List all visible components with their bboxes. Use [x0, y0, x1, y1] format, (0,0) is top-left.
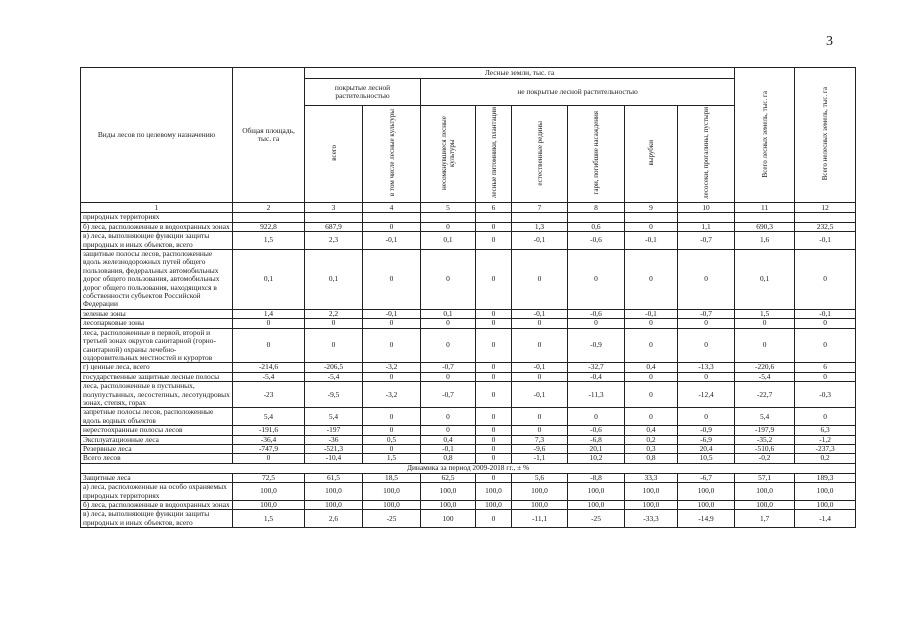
- table-cell: [678, 213, 735, 222]
- table-cell: 0: [512, 426, 568, 435]
- table-cell: -0,1: [795, 232, 856, 250]
- table-cell: 100,0: [363, 483, 421, 501]
- table-cell: -220,6: [735, 363, 795, 372]
- table-cell: -214,6: [233, 363, 305, 372]
- row-label: Резервные леса: [81, 444, 233, 453]
- header-burnt-dead: гари, погибшие насаждения: [568, 106, 625, 203]
- table-cell: 0,1: [421, 309, 476, 318]
- table-cell: 0: [476, 408, 512, 426]
- table-cell: 0: [476, 454, 512, 463]
- header-unclosed-cultures: несомкнувшиеся лесные культуры: [421, 106, 476, 203]
- table-cell: -521,3: [305, 444, 363, 453]
- column-number: 4: [363, 203, 421, 213]
- table-cell: 100,0: [305, 501, 363, 510]
- row-label: нерестоохранные полосы лесов: [81, 426, 233, 435]
- table-cell: 0: [476, 435, 512, 444]
- row-label: б) леса, расположенные в водоохранных зонах: [81, 222, 233, 231]
- table-cell: 100,0: [735, 483, 795, 501]
- table-cell: 0: [476, 232, 512, 250]
- table-cell: 0: [421, 408, 476, 426]
- row-label: Всего лесов: [81, 454, 233, 463]
- table-cell: 100,0: [421, 483, 476, 501]
- table-row: [81, 382, 856, 408]
- table-cell: -36,4: [233, 435, 305, 444]
- table-cell: 0: [476, 328, 512, 363]
- header-total-non-forest-lands: Всего нелесных земель, тыс. га: [795, 68, 856, 203]
- table-cell: 0: [512, 408, 568, 426]
- table-cell: -237,3: [795, 444, 856, 453]
- table-cell: 0: [233, 454, 305, 463]
- table-cell: -1,4: [795, 510, 856, 528]
- table-cell: 0: [568, 250, 625, 310]
- table-body-bottom: [81, 473, 856, 527]
- table-cell: -10,4: [305, 454, 363, 463]
- table-cell: [476, 213, 512, 222]
- table-cell: 922,8: [233, 222, 305, 231]
- table-cell: 0: [512, 250, 568, 310]
- header-covered: покрытые лесной растительностью: [305, 79, 421, 106]
- table-cell: -33,3: [625, 510, 678, 528]
- table-cell: 0,1: [421, 232, 476, 250]
- table-cell: 0: [625, 382, 678, 408]
- table-cell: -0,1: [363, 309, 421, 318]
- column-number: 7: [512, 203, 568, 213]
- header-clearcuts: вырубки: [625, 106, 678, 203]
- table-cell: 0,6: [568, 222, 625, 231]
- table-cell: 0: [625, 408, 678, 426]
- table-cell: 10,2: [568, 454, 625, 463]
- table-row: [81, 473, 856, 482]
- table-cell: 0: [363, 222, 421, 231]
- header-forest-cultures: в том числе лесные культуры: [363, 106, 421, 203]
- table-cell: -11,1: [512, 510, 568, 528]
- table-cell: 1,4: [233, 309, 305, 318]
- table-cell: -3,2: [363, 363, 421, 372]
- table-cell: 100,0: [421, 501, 476, 510]
- table-cell: 0: [735, 319, 795, 328]
- table-row: [81, 372, 856, 381]
- table-cell: 33,3: [625, 473, 678, 482]
- table-cell: 0: [625, 319, 678, 328]
- table-cell: 2,3: [305, 232, 363, 250]
- table-cell: -0,1: [512, 382, 568, 408]
- table-cell: -0,7: [421, 382, 476, 408]
- table-cell: 0: [625, 222, 678, 231]
- table-cell: 0: [421, 250, 476, 310]
- table-cell: -0,6: [568, 309, 625, 318]
- table-cell: -0,7: [421, 363, 476, 372]
- page-number: 3: [826, 34, 833, 49]
- table-cell: 0: [795, 328, 856, 363]
- header-covered-total: всего: [305, 106, 363, 203]
- table-cell: 0: [421, 372, 476, 381]
- table-row: [81, 309, 856, 318]
- header-natural-sparse: естественные редины: [512, 106, 568, 203]
- header-nurseries: лесные питомники, плантации: [476, 106, 512, 203]
- table-cell: -0,1: [363, 232, 421, 250]
- table-cell: 0: [625, 372, 678, 381]
- table-cell: -0,9: [568, 328, 625, 363]
- table-cell: 57,1: [735, 473, 795, 482]
- table-cell: 1,5: [233, 232, 305, 250]
- row-label: государственные защитные лесные полосы: [81, 372, 233, 381]
- column-numbers-row: [81, 203, 856, 213]
- table-cell: [363, 213, 421, 222]
- table-cell: 100,0: [512, 501, 568, 510]
- row-label: г) ценные леса, всего: [81, 363, 233, 372]
- row-label: зеленые зоны: [81, 309, 233, 318]
- column-number: 5: [421, 203, 476, 213]
- table-cell: 0: [512, 319, 568, 328]
- table-row: [81, 444, 856, 453]
- table-cell: -0,1: [625, 309, 678, 318]
- table-cell: -8,8: [568, 473, 625, 482]
- table-cell: 1,6: [735, 232, 795, 250]
- table-cell: -5,4: [735, 372, 795, 381]
- table-cell: 0,4: [421, 435, 476, 444]
- table-cell: -1,1: [512, 454, 568, 463]
- table-cell: 100,0: [476, 483, 512, 501]
- table-cell: -747,9: [233, 444, 305, 453]
- table-cell: -5,4: [305, 372, 363, 381]
- table-row: [81, 232, 856, 250]
- table-cell: 20,1: [568, 444, 625, 453]
- table-cell: -191,6: [233, 426, 305, 435]
- table-cell: 0: [363, 426, 421, 435]
- table-cell: [512, 213, 568, 222]
- table-cell: -23: [233, 382, 305, 408]
- table-cell: 0: [512, 372, 568, 381]
- table-cell: 72,5: [233, 473, 305, 482]
- table-cell: 0,1: [735, 250, 795, 310]
- table-cell: 100,0: [735, 501, 795, 510]
- table-cell: -12,4: [678, 382, 735, 408]
- table-body-top: [81, 213, 856, 463]
- table-cell: 100,0: [795, 483, 856, 501]
- table-cell: 0: [363, 444, 421, 453]
- table-cell: 0,3: [625, 444, 678, 453]
- table-cell: 61,5: [305, 473, 363, 482]
- table-cell: 0: [421, 426, 476, 435]
- table-cell: -0,1: [512, 363, 568, 372]
- table-cell: 0: [795, 408, 856, 426]
- table-cell: 100,0: [678, 483, 735, 501]
- row-label: в) леса, выполняющие функции защиты природных и иных объектов, всего: [81, 510, 233, 528]
- table-cell: -0,6: [568, 426, 625, 435]
- table-cell: 5,4: [735, 408, 795, 426]
- table-cell: -25: [568, 510, 625, 528]
- table-cell: 0: [476, 510, 512, 528]
- table-row: [81, 426, 856, 435]
- table-row: [81, 510, 856, 528]
- table-cell: 1,5: [233, 510, 305, 528]
- table-cell: -9,5: [305, 382, 363, 408]
- table-cell: [625, 213, 678, 222]
- table-cell: 0: [363, 250, 421, 310]
- table-cell: 100,0: [678, 501, 735, 510]
- table-cell: 5,6: [512, 473, 568, 482]
- column-number: 11: [735, 203, 795, 213]
- table-cell: 1,5: [363, 454, 421, 463]
- table-cell: -1,2: [795, 435, 856, 444]
- table-cell: 0,4: [625, 426, 678, 435]
- table-cell: 2,2: [305, 309, 363, 318]
- column-number: 3: [305, 203, 363, 213]
- table-cell: 6: [795, 363, 856, 372]
- header-not-covered: не покрытые лесной растительностью: [421, 79, 735, 106]
- table-cell: -0,4: [568, 372, 625, 381]
- table-cell: 0: [476, 382, 512, 408]
- table-cell: 100,0: [625, 501, 678, 510]
- table-cell: [568, 213, 625, 222]
- column-number: 2: [233, 203, 305, 213]
- row-label: леса, расположенные в первой, второй и третьей зонах округов санитарной (горно-санитарной) охраны лечебно-оздоровительных местностей и курортов: [81, 328, 233, 363]
- table-cell: 1,1: [678, 222, 735, 231]
- table-cell: [233, 213, 305, 222]
- table-cell: -0,1: [795, 309, 856, 318]
- table-cell: 0: [233, 328, 305, 363]
- table-cell: -35,2: [735, 435, 795, 444]
- table-row: [81, 483, 856, 501]
- table-cell: 5,4: [305, 408, 363, 426]
- header-total-area: Общая площадь, тыс. га: [233, 68, 305, 203]
- table-cell: 0: [476, 372, 512, 381]
- column-number: 6: [476, 203, 512, 213]
- table-cell: -0,3: [795, 382, 856, 408]
- table-cell: 232,5: [795, 222, 856, 231]
- table-row: [81, 328, 856, 363]
- table-cell: -0,1: [512, 309, 568, 318]
- table-cell: -510,6: [735, 444, 795, 453]
- table-cell: -13,3: [678, 363, 735, 372]
- table-cell: 0: [476, 309, 512, 318]
- table-cell: 100,0: [512, 483, 568, 501]
- table-cell: 0: [476, 473, 512, 482]
- table-cell: -0,2: [735, 454, 795, 463]
- table-cell: 100,0: [568, 483, 625, 501]
- table-cell: -197,9: [735, 426, 795, 435]
- table-cell: 0: [795, 372, 856, 381]
- table-row: [81, 222, 856, 231]
- table-cell: 5,4: [233, 408, 305, 426]
- table-cell: 100,0: [305, 483, 363, 501]
- header-forest-type: Виды лесов по целевому назначению: [81, 68, 233, 203]
- column-number: 8: [568, 203, 625, 213]
- table-cell: -0,1: [625, 232, 678, 250]
- table-cell: -6,7: [678, 473, 735, 482]
- table-cell: 0,2: [625, 435, 678, 444]
- row-label: защитные полосы лесов, расположенные вдоль железнодорожных путей общего пользования, федеральных автомобильных дорог общего пользования, автомобильных дорог общего пользования, находящихся в собственности субъектов Российской Федерации: [81, 250, 233, 310]
- table-cell: 0: [476, 444, 512, 453]
- table-cell: 10,5: [678, 454, 735, 463]
- table-cell: -6,8: [568, 435, 625, 444]
- table-row: [81, 250, 856, 310]
- table-row: [81, 454, 856, 463]
- table-cell: 0,8: [625, 454, 678, 463]
- table-cell: 0: [678, 372, 735, 381]
- section-title-dynamics: Динамика за период 2009-2018 гг., ± %: [81, 463, 856, 473]
- row-label: лесопарковые зоны: [81, 319, 233, 328]
- table-row: [81, 363, 856, 372]
- table-cell: -0,1: [421, 444, 476, 453]
- table-cell: -11,3: [568, 382, 625, 408]
- table-cell: 0: [476, 363, 512, 372]
- table-cell: 2,6: [305, 510, 363, 528]
- table-cell: [421, 213, 476, 222]
- column-number: 9: [625, 203, 678, 213]
- table-cell: 1,7: [735, 510, 795, 528]
- table-cell: 18,5: [363, 473, 421, 482]
- table-cell: 100,0: [233, 483, 305, 501]
- table-cell: 0: [678, 250, 735, 310]
- table-cell: 0,1: [233, 250, 305, 310]
- table-cell: 100,0: [625, 483, 678, 501]
- table-cell: 0: [678, 328, 735, 363]
- table-cell: -32,7: [568, 363, 625, 372]
- row-label: а) леса, расположенные на особо охраняемых природных территориях: [81, 483, 233, 501]
- row-label: б) леса, расположенные в водоохранных зонах: [81, 501, 233, 510]
- table-cell: 0: [305, 328, 363, 363]
- table-cell: 0: [476, 222, 512, 231]
- table-row: [81, 408, 856, 426]
- table-cell: 7,3: [512, 435, 568, 444]
- table-cell: -0,7: [678, 309, 735, 318]
- table-cell: 20,4: [678, 444, 735, 453]
- column-number: 1: [81, 203, 233, 213]
- table-cell: 0: [678, 319, 735, 328]
- table-cell: 0: [476, 426, 512, 435]
- table-cell: 0: [421, 328, 476, 363]
- table-cell: 0: [476, 250, 512, 310]
- table-cell: 0: [795, 319, 856, 328]
- table-cell: 0: [476, 319, 512, 328]
- table-cell: 0: [795, 250, 856, 310]
- forest-table: [80, 67, 856, 528]
- column-number: 12: [795, 203, 856, 213]
- table-cell: -0,7: [678, 232, 735, 250]
- table-row: [81, 319, 856, 328]
- table-cell: -22,7: [735, 382, 795, 408]
- table-cell: [735, 213, 795, 222]
- table-cell: 0: [625, 250, 678, 310]
- table-cell: 0: [233, 319, 305, 328]
- row-label: природных территориях: [81, 213, 233, 222]
- table-cell: -206,5: [305, 363, 363, 372]
- table-cell: -197: [305, 426, 363, 435]
- table-cell: -14,9: [678, 510, 735, 528]
- table-cell: -25: [363, 510, 421, 528]
- table-row: [81, 435, 856, 444]
- table-cell: -3,2: [363, 382, 421, 408]
- row-label: запретные полосы лесов, расположенные вдоль водных объектов: [81, 408, 233, 426]
- table-cell: [795, 213, 856, 222]
- table-cell: 0,2: [795, 454, 856, 463]
- table-cell: 189,3: [795, 473, 856, 482]
- table-cell: 100,0: [476, 501, 512, 510]
- table-cell: 0: [735, 328, 795, 363]
- table-cell: 1,3: [512, 222, 568, 231]
- table-cell: 0: [363, 408, 421, 426]
- table-cell: 0: [568, 319, 625, 328]
- table-cell: 0,8: [421, 454, 476, 463]
- table-cell: 0,4: [625, 363, 678, 372]
- table-cell: 0: [363, 328, 421, 363]
- row-label: Эксплуатационные леса: [81, 435, 233, 444]
- table-row: [81, 213, 856, 222]
- table-cell: 0,1: [305, 250, 363, 310]
- table-cell: 1,5: [735, 309, 795, 318]
- header-forest-lands: Лесные земли, тыс. га: [305, 68, 735, 79]
- table-cell: 0: [305, 319, 363, 328]
- table-cell: 0: [363, 372, 421, 381]
- header-glades: лесосеки, прогалины, пустыри: [678, 106, 735, 203]
- table-row: [81, 501, 856, 510]
- table-cell: 0: [625, 328, 678, 363]
- table-cell: 0: [421, 222, 476, 231]
- row-label: в) леса, выполняющие функции защиты природных и иных объектов, всего: [81, 232, 233, 250]
- table-cell: 0,5: [363, 435, 421, 444]
- table-cell: -0,9: [678, 426, 735, 435]
- row-label: леса, расположенные в пустынных, полупустынных, лесостепных, лесотундровых зонах, степях, горах: [81, 382, 233, 408]
- row-label: Защитные леса: [81, 473, 233, 482]
- table-cell: 6,3: [795, 426, 856, 435]
- table-cell: 100,0: [795, 501, 856, 510]
- table-cell: 62,5: [421, 473, 476, 482]
- table-cell: 0: [421, 319, 476, 328]
- header-total-forest-lands: Всего лесных земель, тыс. га: [735, 68, 795, 203]
- table-cell: 687,9: [305, 222, 363, 231]
- table-cell: 100: [421, 510, 476, 528]
- table-cell: -9,6: [512, 444, 568, 453]
- table-cell: -0,1: [512, 232, 568, 250]
- table-cell: -36: [305, 435, 363, 444]
- table-cell: 100,0: [233, 501, 305, 510]
- table-cell: 0: [512, 328, 568, 363]
- table-cell: 690,3: [735, 222, 795, 231]
- table-cell: [305, 213, 363, 222]
- table-cell: -0,6: [568, 232, 625, 250]
- table-cell: 0: [363, 319, 421, 328]
- table-cell: 0: [678, 408, 735, 426]
- column-number: 10: [678, 203, 735, 213]
- table-cell: 0: [568, 408, 625, 426]
- table-cell: 100,0: [363, 501, 421, 510]
- table-cell: 100,0: [568, 501, 625, 510]
- table-cell: -6,9: [678, 435, 735, 444]
- table-cell: -5,4: [233, 372, 305, 381]
